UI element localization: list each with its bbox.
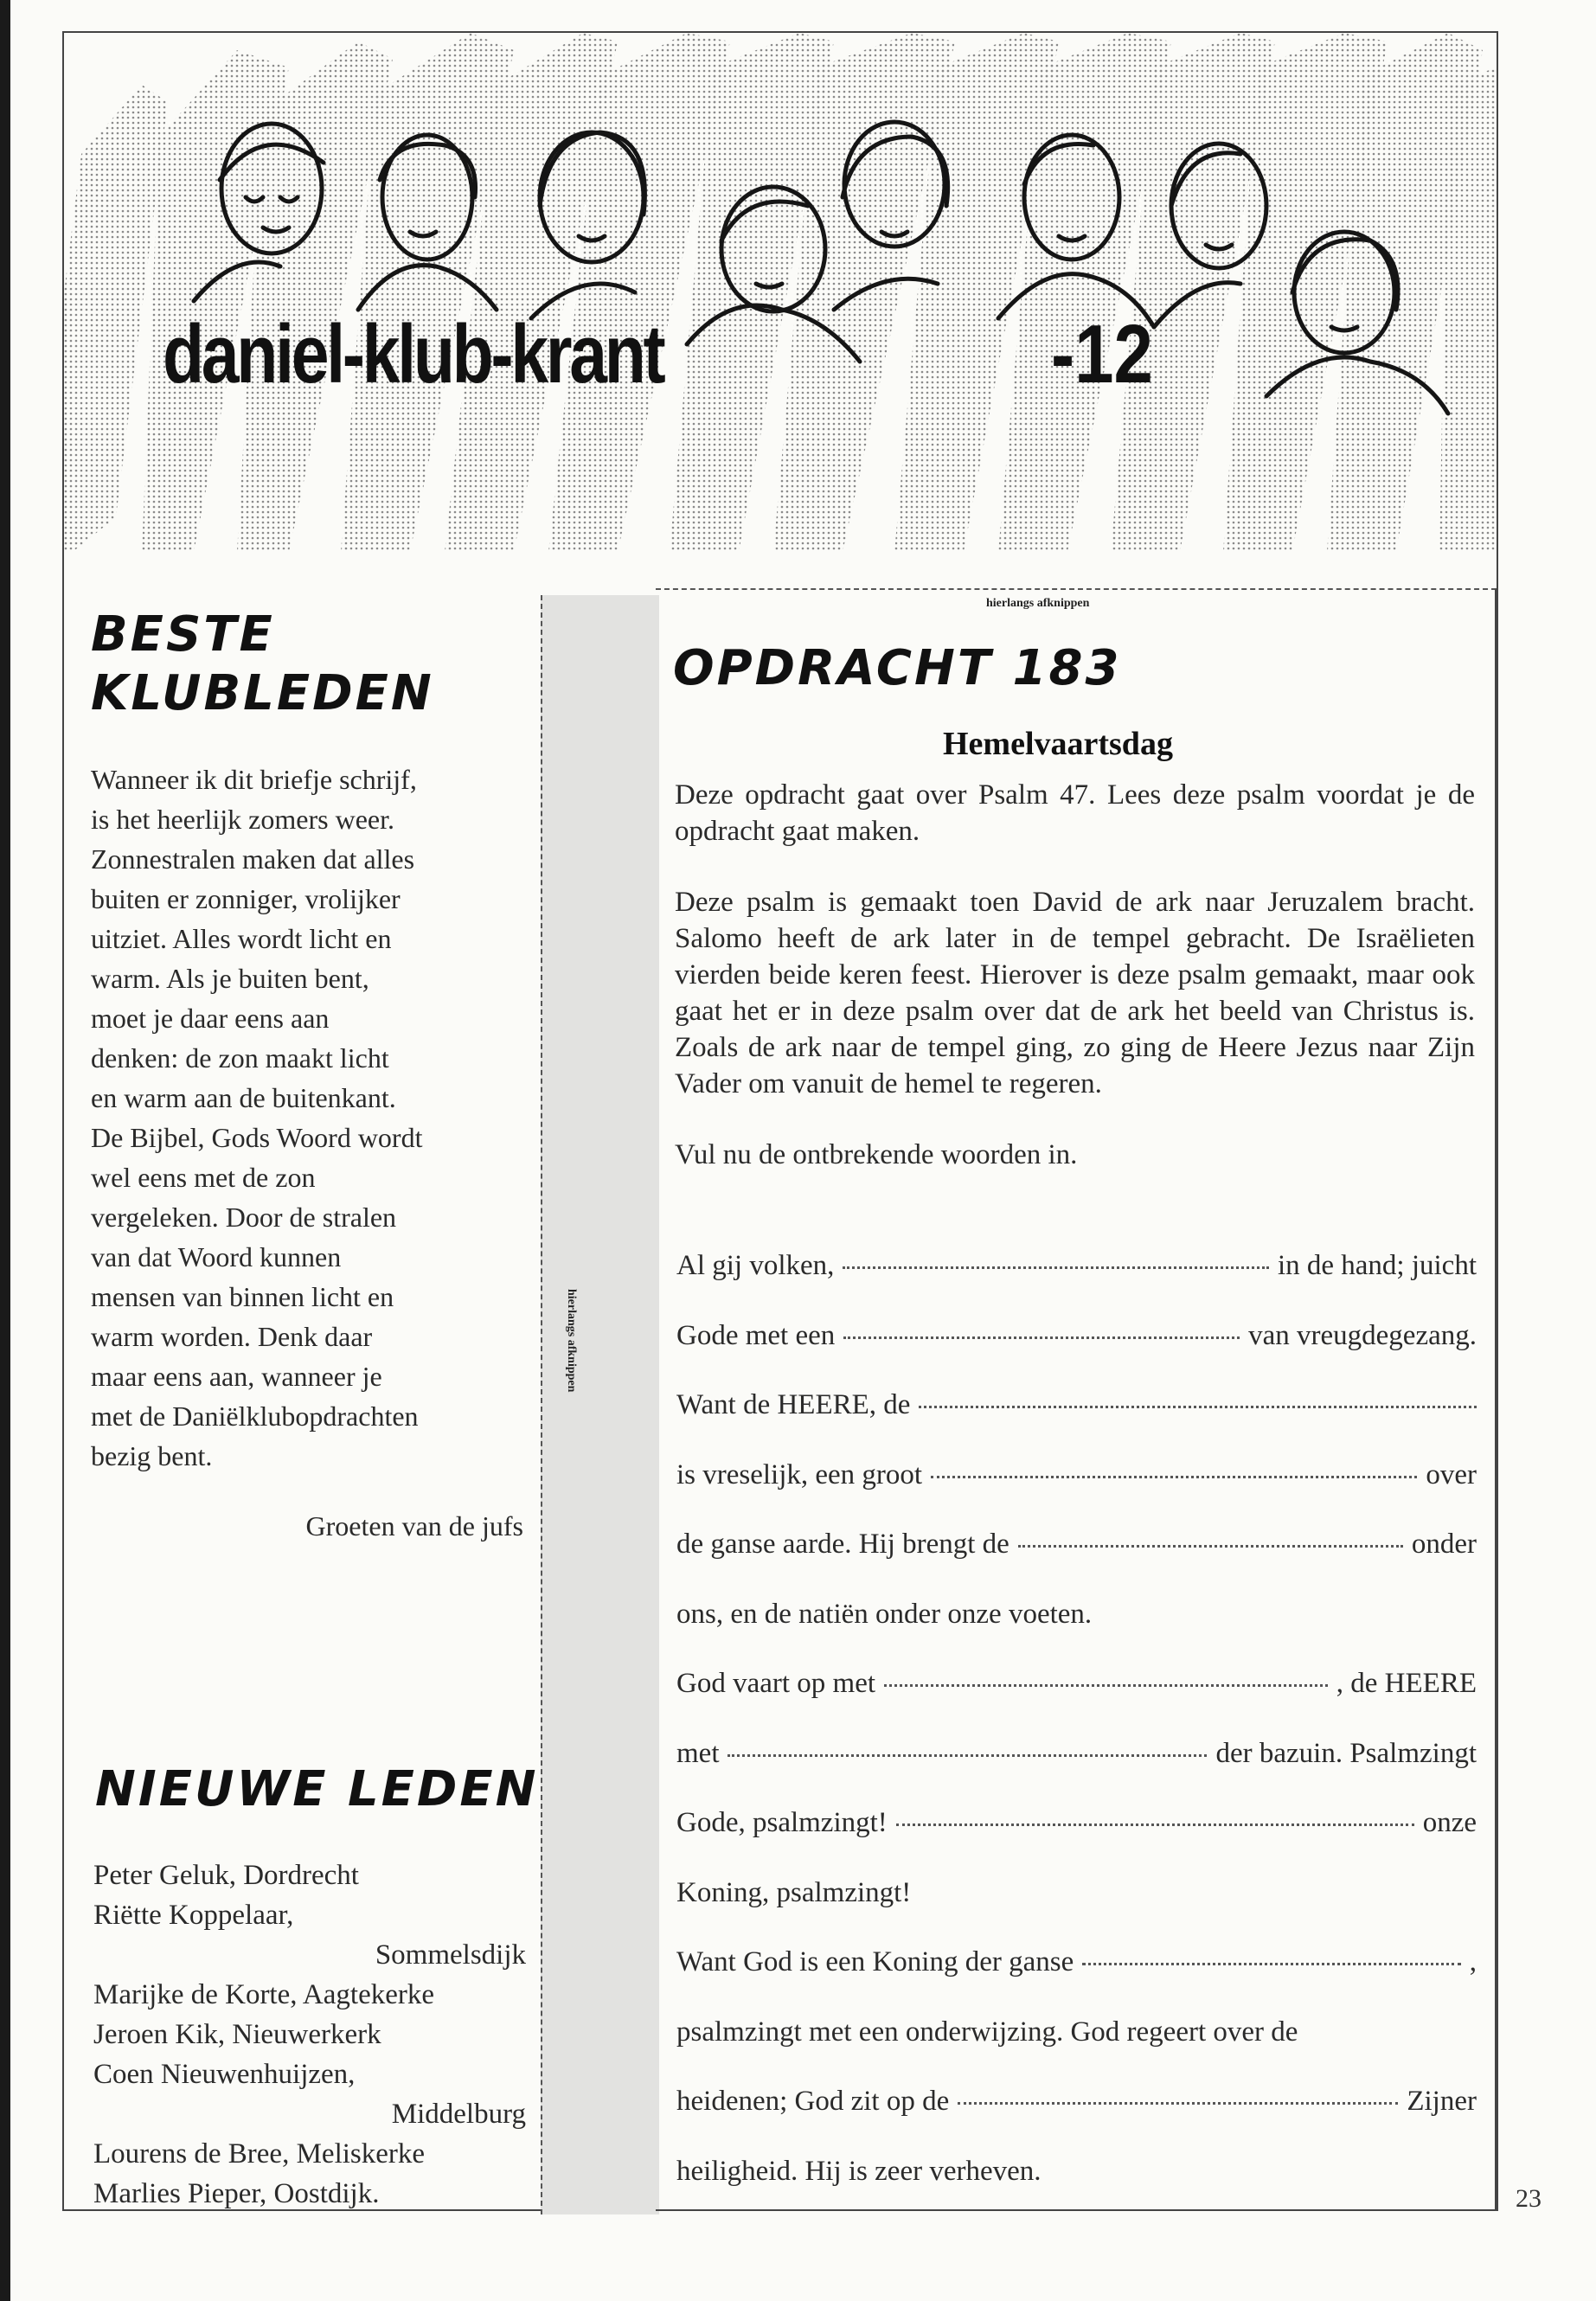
fill-in-text-before: Gode met een xyxy=(676,1319,836,1351)
answer-blank[interactable] xyxy=(931,1475,1417,1478)
greeting-line: van dat Woord kunnen xyxy=(91,1241,342,1272)
answer-blank[interactable] xyxy=(958,2101,1398,2105)
new-members-list xyxy=(93,1856,526,2214)
fill-in-text-before: psalmzingt met een onderwijzing. God regeert over de xyxy=(676,2016,1298,2048)
member-line: Middelburg xyxy=(391,2099,526,2130)
masthead-illustration xyxy=(64,33,1497,561)
cut-line-label-top: hierlangs afknippen xyxy=(986,597,1090,610)
greeting-line: Wanneer ik dit briefje schrijf, xyxy=(91,764,417,795)
greeting-heading-line1: BESTE xyxy=(91,606,275,663)
new-members-heading: NIEUWE LEDEN xyxy=(95,1761,539,1817)
greeting-line: warm. Als je buiten bent, xyxy=(91,963,369,994)
fill-in-text-before: met xyxy=(676,1737,720,1769)
fill-in-text-after: onze xyxy=(1422,1807,1477,1838)
greeting-signature: Groeten van de jufs xyxy=(305,1510,523,1541)
intro-paragraph: Deze opdracht gaat over Psalm 47. Lees deze psalm voordat je de opdracht gaat maken. xyxy=(675,779,1475,847)
greeting-line: buiten er zonniger, vrolijker xyxy=(91,883,401,914)
fill-in-line xyxy=(676,1807,1477,1839)
greeting-line: met de Daniëlklubopdrachten xyxy=(91,1400,419,1432)
member-line: Jeroen Kik, Nieuwerkerk xyxy=(93,2019,381,2050)
fill-in-text-before: Koning, psalmzingt! xyxy=(676,1876,912,1908)
fill-in-text-after: Zijner xyxy=(1407,2086,1477,2117)
greeting-line: denken: de zon maakt licht xyxy=(91,1042,389,1074)
fill-in-line xyxy=(676,1320,1477,1352)
fill-in-text-before: Gode, psalmzingt! xyxy=(676,1807,888,1838)
assignment-intro xyxy=(675,777,1475,1208)
fill-in-text-after: in de hand; juicht xyxy=(1277,1250,1477,1281)
fill-in-line xyxy=(676,2156,1477,2188)
assignment-subtitle: Hemelvaartsdag xyxy=(943,726,1173,762)
greeting-text xyxy=(91,760,523,1476)
greeting-line: moet je daar eens aan xyxy=(91,1003,330,1034)
greeting-line: wel eens met de zon xyxy=(91,1162,316,1193)
fill-in-line xyxy=(676,1389,1477,1421)
cut-line-label-vertical: hierlangs afknippen xyxy=(565,1289,578,1393)
intro-paragraph: Deze psalm is gemaakt toen David de ark naar Jeruzalem bracht. Salomo heeft de ark later in de tempel gebracht. De Israëlieten vierden beide keren feest. Hierover is deze psalm gemaakt, maar ook gaat het er in deze psalm over dat de ark het beeld van Christus is. Zoals de ark naar de tempel ging, zo ging de Heere Jezus naar Zijn Vader om vanuit de hemel te regeren. xyxy=(675,887,1475,1099)
member-line: Riëtte Koppelaar, xyxy=(93,1900,294,1931)
greeting-line: Zonnestralen maken dat alles xyxy=(91,843,415,875)
member-line: Peter Geluk, Dordrecht xyxy=(93,1860,359,1891)
fill-in-line xyxy=(676,1738,1477,1770)
fill-in-line xyxy=(676,1599,1477,1631)
answer-blank[interactable] xyxy=(843,1336,1240,1339)
fill-in-line xyxy=(676,1529,1477,1561)
fill-in-text-before: Want God is een Koning der ganse xyxy=(676,1946,1074,1977)
member-line: Lourens de Bree, Meliskerke xyxy=(93,2138,426,2170)
greeting-line: is het heerlijk zomers weer. xyxy=(91,804,394,835)
fill-in-line xyxy=(676,1946,1477,1978)
masthead-title: daniel-klub-krant xyxy=(163,308,663,401)
greeting-line: uitziet. Alles wordt licht en xyxy=(91,923,392,954)
fill-in-text-after: , de HEERE xyxy=(1336,1668,1477,1699)
fill-in-line xyxy=(676,1250,1477,1282)
fill-in-text-after: der bazuin. Psalmzingt xyxy=(1215,1737,1477,1769)
fill-in-text-after: onder xyxy=(1411,1529,1477,1560)
greeting-section xyxy=(91,606,523,1542)
member-line: Sommelsdijk xyxy=(375,1939,526,1971)
fill-in-line xyxy=(676,1877,1477,1909)
answer-blank[interactable] xyxy=(884,1683,1328,1687)
greeting-line: en warm aan de buitenkant. xyxy=(91,1082,396,1113)
answer-blank[interactable] xyxy=(1018,1544,1403,1548)
answer-blank[interactable] xyxy=(843,1266,1269,1269)
fill-in-line xyxy=(676,1459,1477,1491)
greeting-line: De Bijbel, Gods Woord wordt xyxy=(91,1122,423,1153)
page-number: 23 xyxy=(1516,2184,1542,2213)
issue-number: -12 xyxy=(1051,308,1153,401)
assignment-title: OPDRACHT 183 xyxy=(673,640,1122,696)
fill-in-text-before: de ganse aarde. Hij brengt de xyxy=(676,1529,1010,1560)
fill-in-text-before: is vreselijk, een groot xyxy=(676,1458,923,1490)
fill-in-text-before: Want de HEERE, de xyxy=(676,1389,911,1420)
greeting-line: bezig bent. xyxy=(91,1440,213,1471)
member-line: Marlies Pieper, Oostdijk. xyxy=(93,2178,380,2209)
fill-in-text-before: heiligheid. Hij is zeer verheven. xyxy=(676,2155,1042,2187)
greeting-line: warm worden. Denk daar xyxy=(91,1321,373,1352)
instruction: Vul nu de ontbrekende woorden in. xyxy=(675,1139,1078,1170)
fill-in-line xyxy=(676,2016,1477,2048)
member-line: Coen Nieuwenhuijzen, xyxy=(93,2059,356,2090)
children-drawing-icon xyxy=(64,33,1497,561)
greeting-heading xyxy=(91,606,523,723)
fill-in-line xyxy=(676,2086,1477,2118)
fill-in-text-before: heidenen; God zit op de xyxy=(676,2086,950,2117)
fill-in-text-before: ons, en de natiën onder onze voeten. xyxy=(676,1598,1093,1630)
fill-in-line xyxy=(676,1668,1477,1700)
fill-in-text-after: , xyxy=(1469,1946,1477,1977)
answer-blank[interactable] xyxy=(1082,1962,1461,1965)
fill-in-text-before: Al gij volken, xyxy=(676,1250,835,1281)
greeting-line: mensen van binnen licht en xyxy=(91,1281,394,1312)
member-line: Marijke de Korte, Aagtekerke xyxy=(93,1979,435,2010)
answer-blank[interactable] xyxy=(727,1753,1207,1757)
answer-blank[interactable] xyxy=(896,1823,1414,1826)
greeting-line: maar eens aan, wanneer je xyxy=(91,1361,382,1392)
cut-strip xyxy=(541,595,659,2214)
greeting-line: vergeleken. Door de stralen xyxy=(91,1202,397,1233)
binding-edge xyxy=(0,0,10,2301)
answer-blank[interactable] xyxy=(919,1405,1477,1408)
greeting-heading-line2: KLUBLEDEN xyxy=(91,665,434,721)
fill-in-text-after: van vreugdegezang. xyxy=(1248,1319,1477,1351)
fill-in-text-before: God vaart op met xyxy=(676,1668,876,1699)
fill-in-text-after: over xyxy=(1426,1458,1477,1490)
